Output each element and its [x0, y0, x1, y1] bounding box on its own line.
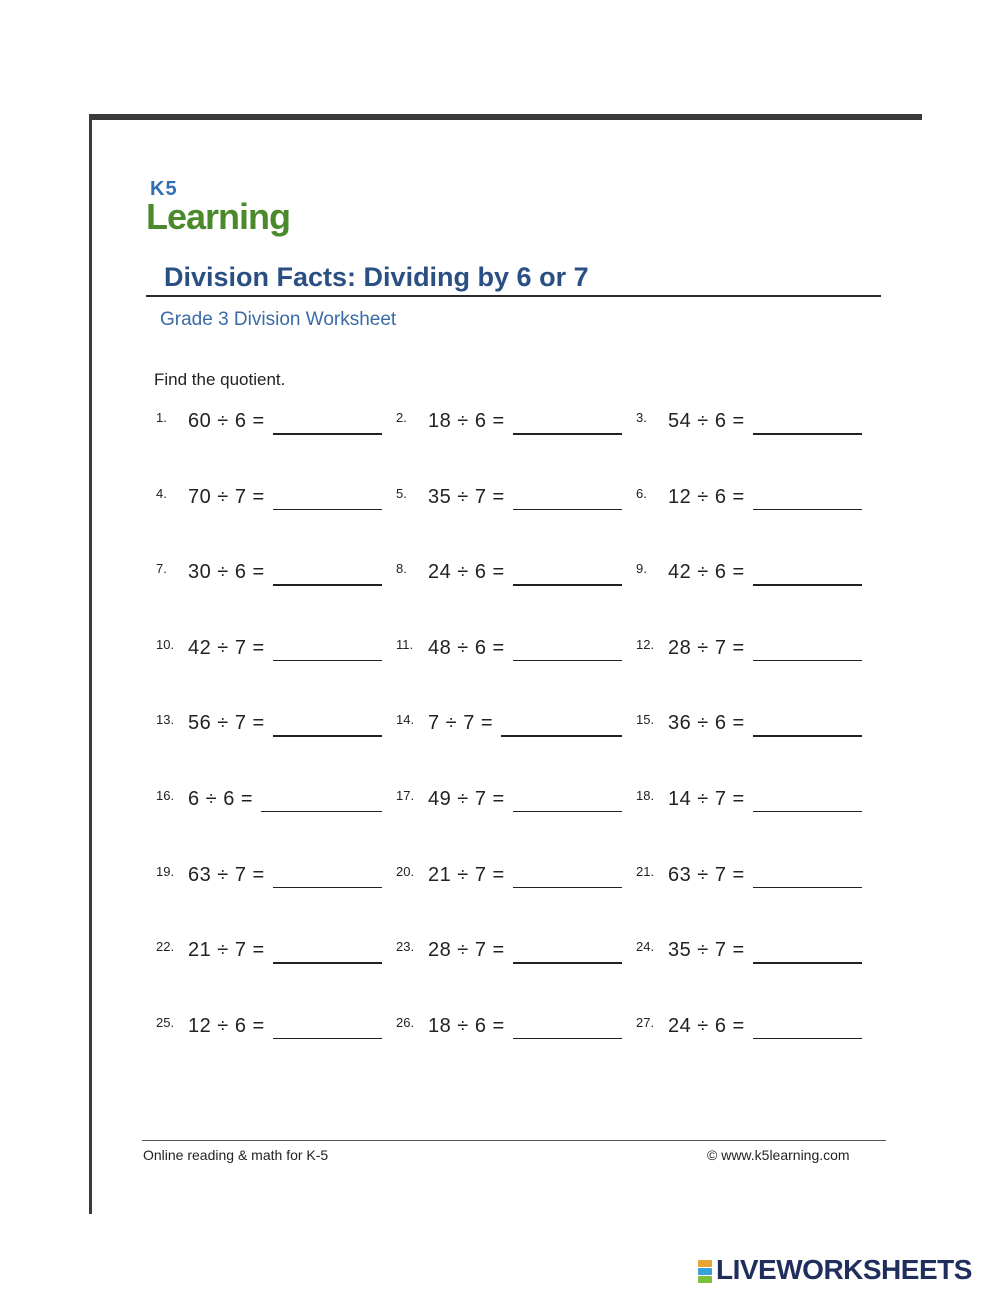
problem-item [636, 783, 866, 823]
problem-item [396, 707, 626, 747]
problem-expression: 21 ÷ 7 = [188, 939, 265, 962]
problem-expression: 36 ÷ 6 = [668, 712, 745, 735]
problem-expression: 35 ÷ 7 = [428, 485, 505, 508]
problem-grid [156, 405, 866, 1085]
problem-item [396, 556, 626, 596]
problem-expression: 18 ÷ 6 = [428, 1014, 505, 1037]
problem-item [396, 859, 626, 899]
problem-number: 18. [636, 787, 655, 803]
problem-number: 15. [636, 712, 655, 728]
problem-item [396, 783, 626, 823]
problem-expression: 12 ÷ 6 = [188, 1014, 265, 1037]
problem-item [396, 632, 626, 672]
problem-number: 17. [396, 787, 415, 803]
problem-item [636, 556, 866, 596]
problem-expression: 24 ÷ 6 = [668, 1014, 745, 1037]
problem-number: 5. [396, 485, 407, 501]
problem-number: 25. [156, 1014, 175, 1030]
answer-blank[interactable] [753, 660, 862, 662]
footer-website: © www.k5learning.com [707, 1147, 850, 1163]
problem-number: 2. [396, 410, 407, 425]
problem-item [636, 934, 866, 974]
logo-word: Learning [146, 196, 291, 237]
problem-row [156, 707, 866, 783]
problem-number: 11. [396, 636, 414, 652]
problem-expression: 28 ÷ 7 = [428, 939, 505, 962]
problem-expression: 54 ÷ 6 = [668, 410, 745, 432]
problem-number: 1. [156, 410, 167, 425]
logo-badge: K5 [150, 178, 178, 200]
answer-blank[interactable] [273, 962, 382, 964]
problem-number: 7. [156, 561, 167, 577]
problem-expression: 63 ÷ 7 = [188, 863, 265, 886]
problem-expression: 21 ÷ 7 = [428, 863, 505, 886]
problem-item [396, 481, 626, 521]
answer-blank[interactable] [753, 509, 862, 511]
problem-number: 3. [636, 410, 647, 425]
problem-expression: 18 ÷ 6 = [428, 410, 505, 432]
problem-item [396, 405, 626, 445]
problem-number: 24. [636, 939, 655, 955]
problem-number: 23. [396, 939, 415, 955]
problem-expression: 70 ÷ 7 = [188, 485, 265, 508]
answer-blank[interactable] [513, 962, 622, 964]
page-subtitle: Grade 3 Division Worksheet [160, 309, 397, 330]
problem-number: 16. [156, 787, 175, 803]
problem-number: 20. [396, 863, 415, 879]
problem-item [396, 934, 626, 974]
answer-blank[interactable] [261, 811, 382, 813]
problem-number: 9. [636, 561, 647, 577]
problem-number: 22. [156, 939, 175, 955]
problem-expression: 30 ÷ 6 = [188, 561, 265, 584]
footer-tagline: Online reading & math for K-5 [143, 1147, 329, 1163]
answer-blank[interactable] [753, 584, 862, 586]
problem-item [636, 859, 866, 899]
problem-item [156, 783, 386, 823]
answer-blank[interactable] [273, 584, 382, 586]
page-left-border [89, 114, 92, 1214]
problem-row [156, 859, 866, 935]
problem-expression: 35 ÷ 7 = [668, 939, 745, 962]
k5-learning-logo [146, 172, 306, 242]
answer-blank[interactable] [273, 433, 382, 435]
problem-expression: 14 ÷ 7 = [668, 787, 745, 810]
problem-item [636, 405, 866, 445]
problem-number: 8. [396, 561, 407, 577]
problem-expression: 24 ÷ 6 = [428, 561, 505, 584]
problem-number: 4. [156, 485, 167, 501]
problem-expression: 63 ÷ 7 = [668, 863, 745, 886]
liveworksheets-blocks-icon [698, 1260, 712, 1284]
answer-blank[interactable] [753, 962, 862, 964]
problem-item [156, 405, 386, 445]
problem-number: 19. [156, 863, 175, 879]
problem-row [156, 481, 866, 557]
answer-blank[interactable] [513, 811, 622, 813]
answer-blank[interactable] [273, 1038, 382, 1040]
page-top-border [90, 114, 922, 120]
problem-item [636, 481, 866, 521]
problem-item [156, 707, 386, 747]
problem-number: 6. [636, 485, 647, 501]
answer-blank[interactable] [513, 509, 622, 511]
problem-item [636, 707, 866, 747]
problem-expression: 28 ÷ 7 = [668, 636, 745, 659]
answer-blank[interactable] [513, 660, 622, 662]
problem-item [636, 632, 866, 672]
answer-blank[interactable] [753, 1038, 862, 1040]
problem-expression: 7 ÷ 7 = [428, 712, 494, 735]
problem-row [156, 934, 866, 1010]
problem-number: 27. [636, 1014, 655, 1030]
problem-number: 21. [636, 863, 655, 879]
footer-divider [142, 1140, 886, 1141]
answer-blank[interactable] [753, 433, 862, 435]
problem-row [156, 405, 866, 481]
problem-item [156, 556, 386, 596]
problem-expression: 42 ÷ 6 = [668, 561, 745, 584]
answer-blank[interactable] [513, 433, 622, 435]
title-divider [146, 295, 881, 297]
answer-blank[interactable] [513, 887, 622, 889]
answer-blank[interactable] [753, 811, 862, 813]
problem-number: 12. [636, 636, 655, 652]
problem-number: 10. [156, 636, 175, 652]
answer-blank[interactable] [753, 735, 862, 737]
liveworksheets-brand: LIVEWORKSHEETS [716, 1254, 972, 1285]
problem-number: 14. [396, 712, 415, 728]
answer-blank[interactable] [273, 735, 382, 737]
answer-blank[interactable] [753, 887, 862, 889]
page-title: Division Facts: Dividing by 6 or 7 [164, 262, 589, 292]
problem-expression: 42 ÷ 7 = [188, 636, 265, 659]
problem-row [156, 783, 866, 859]
problem-item [156, 481, 386, 521]
problem-item [156, 1010, 386, 1050]
problem-row [156, 1010, 866, 1086]
problem-row [156, 632, 866, 708]
answer-blank[interactable] [513, 584, 622, 586]
problem-row [156, 556, 866, 632]
answer-blank[interactable] [501, 735, 622, 737]
problem-expression: 49 ÷ 7 = [428, 787, 505, 810]
instruction-text: Find the quotient. [154, 370, 286, 389]
problem-item [636, 1010, 866, 1050]
answer-blank[interactable] [273, 660, 382, 662]
problem-item [396, 1010, 626, 1050]
problem-expression: 6 ÷ 6 = [188, 787, 254, 810]
problem-expression: 12 ÷ 6 = [668, 485, 745, 508]
problem-number: 26. [396, 1014, 415, 1030]
answer-blank[interactable] [513, 1038, 622, 1040]
problem-item [156, 934, 386, 974]
answer-blank[interactable] [273, 509, 382, 511]
problem-number: 13. [156, 712, 175, 728]
answer-blank[interactable] [273, 887, 382, 889]
problem-item [156, 859, 386, 899]
problem-expression: 48 ÷ 6 = [428, 636, 505, 659]
problem-item [156, 632, 386, 672]
problem-expression: 60 ÷ 6 = [188, 410, 265, 432]
problem-expression: 56 ÷ 7 = [188, 712, 265, 735]
